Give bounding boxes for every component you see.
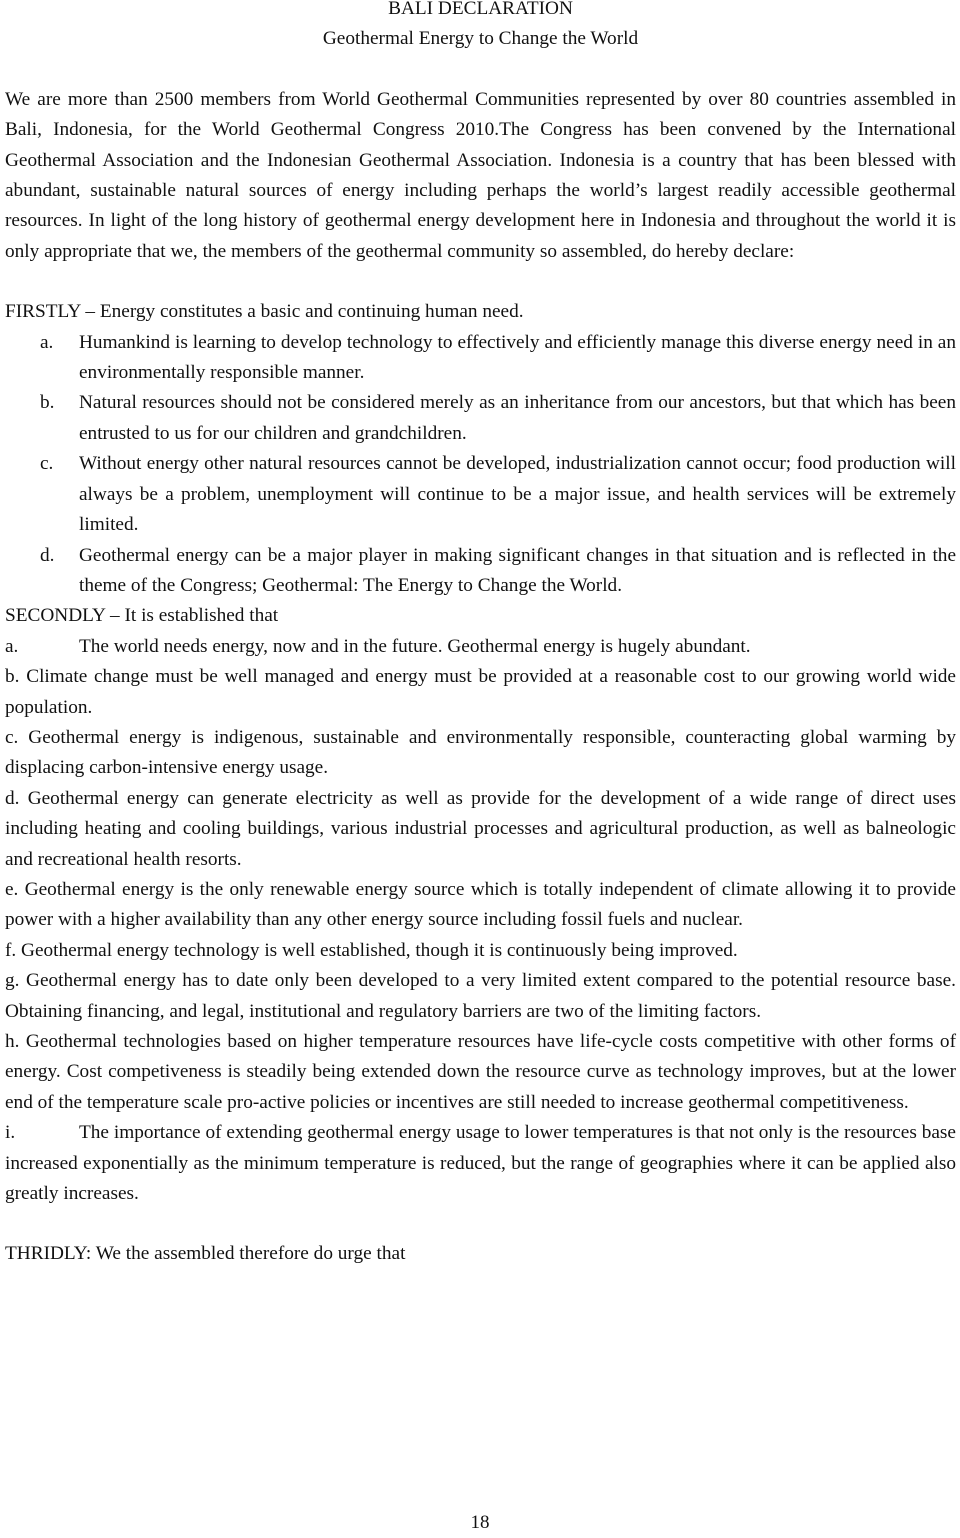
secondly-heading: SECONDLY – It is established that	[5, 605, 279, 627]
item-marker: a.	[5, 635, 19, 657]
secondly-item-b: b. Climate change must be well managed and energy must be provided at a reasonable cost to our growing world wide population.	[5, 666, 956, 718]
item-text: Natural resources should not be considered merely as an inheritance from our ancestors, but that which has been entrusted to us for our children and grandchildren.	[79, 392, 956, 444]
spacer	[5, 55, 956, 85]
intro-paragraph: We are more than 2500 members from World Geothermal Communities represented by over 80 countries assembled in Bali, Indonesia, for the World Geothermal Congress 2010.The Congress has been convened by the International Geothermal Association and the Indonesian Geothermal Association. Indonesia is a country that has been blessed with abundant, sustainable natural sources of energy including perhaps the world’s largest readily accessible geothermal resources. In light of the long history of geothermal energy development here in Indonesia and throughout the world it is only appropriate that we, the members of the geothermal community so assembled, do hereby declare:	[5, 88, 956, 262]
document-title: BALI DECLARATION	[388, 0, 573, 19]
item-marker: d.	[40, 544, 55, 566]
secondly-item-g: g. Geothermal energy has to date only been developed to a very limited extent compared to the potential resource base. Obtaining financing, and legal, institutional and regulatory barriers are two of the limiting factors.	[5, 970, 956, 1022]
secondly-item-i	[5, 1118, 956, 1209]
document-subtitle: Geothermal Energy to Change the World	[322, 28, 639, 50]
secondly-item-e: e. Geothermal energy is the only renewable energy source which is totally independent of climate allowing it to provide power with a higher availability than any other energy source including fossil fuels and nuclear.	[5, 878, 956, 931]
item-text: Humankind is learning to develop technology to effectively and efficiently manage this diverse energy need in an environmentally responsible manner.	[79, 331, 956, 384]
secondly-item-d: d. Geothermal energy can generate electricity as well as provide for the development of a wide range of direct uses including heating and cooling buildings, various industrial processes and agricultural production, as well as balneologic and recreational health resorts.	[5, 787, 956, 870]
firstly-item-b	[5, 388, 956, 449]
secondly-section	[5, 601, 956, 1209]
secondly-item-a	[5, 632, 956, 662]
firstly-section	[5, 297, 956, 601]
item-text: The world needs energy, now and in the future. Geothermal energy is hugely abundant.	[79, 635, 751, 657]
item-marker: b.	[40, 392, 55, 414]
firstly-item-d	[5, 541, 956, 602]
page-number: 18	[470, 1512, 490, 1533]
spacer	[5, 1209, 956, 1239]
firstly-item-c	[5, 449, 956, 540]
item-text: The importance of extending geothermal energy usage to lower temperatures is that not only is the resources base increased exponentially as the minimum temperature is reduced, but the range of geographies where it can be applied also greatly increases.	[5, 1122, 956, 1205]
item-text: Without energy other natural resources cannot be developed, industrialization cannot occur; food production will always be a problem, unemployment will continue to be a major issue, and health services will be extremely limited.	[79, 453, 956, 536]
spacer	[5, 267, 956, 297]
secondly-item-h: h. Geothermal technologies based on higher temperature resources have life-cycle costs competitive with other forms of energy. Cost competiveness is steadily being extended down the resource curve as technology improves, but at the lower end of the temperature scale pro-active policies or incentives are still needed to increase geothermal competitiveness.	[5, 1031, 956, 1113]
item-text: Geothermal energy can be a major player in making significant changes in that situation and is reflected in the theme of the Congress; Geothermal: The Energy to Change the World.	[79, 544, 956, 596]
document-page	[5, 0, 956, 1270]
document-title-block	[5, 0, 956, 55]
firstly-heading: FIRSTLY – Energy constitutes a basic and continuing human need.	[5, 301, 524, 323]
thirdly-heading: THRIDLY: We the assembled therefore do urge that	[5, 1243, 406, 1265]
item-marker: c.	[40, 453, 54, 475]
secondly-item-f: f. Geothermal energy technology is well established, though it is continuously being improved.	[5, 939, 738, 961]
item-marker: i.	[5, 1122, 16, 1144]
item-marker: a.	[40, 331, 54, 353]
firstly-item-a	[5, 328, 956, 389]
secondly-item-c: c. Geothermal energy is indigenous, sustainable and environmentally responsible, counteracting global warming by displacing carbon-intensive energy usage.	[5, 726, 956, 779]
